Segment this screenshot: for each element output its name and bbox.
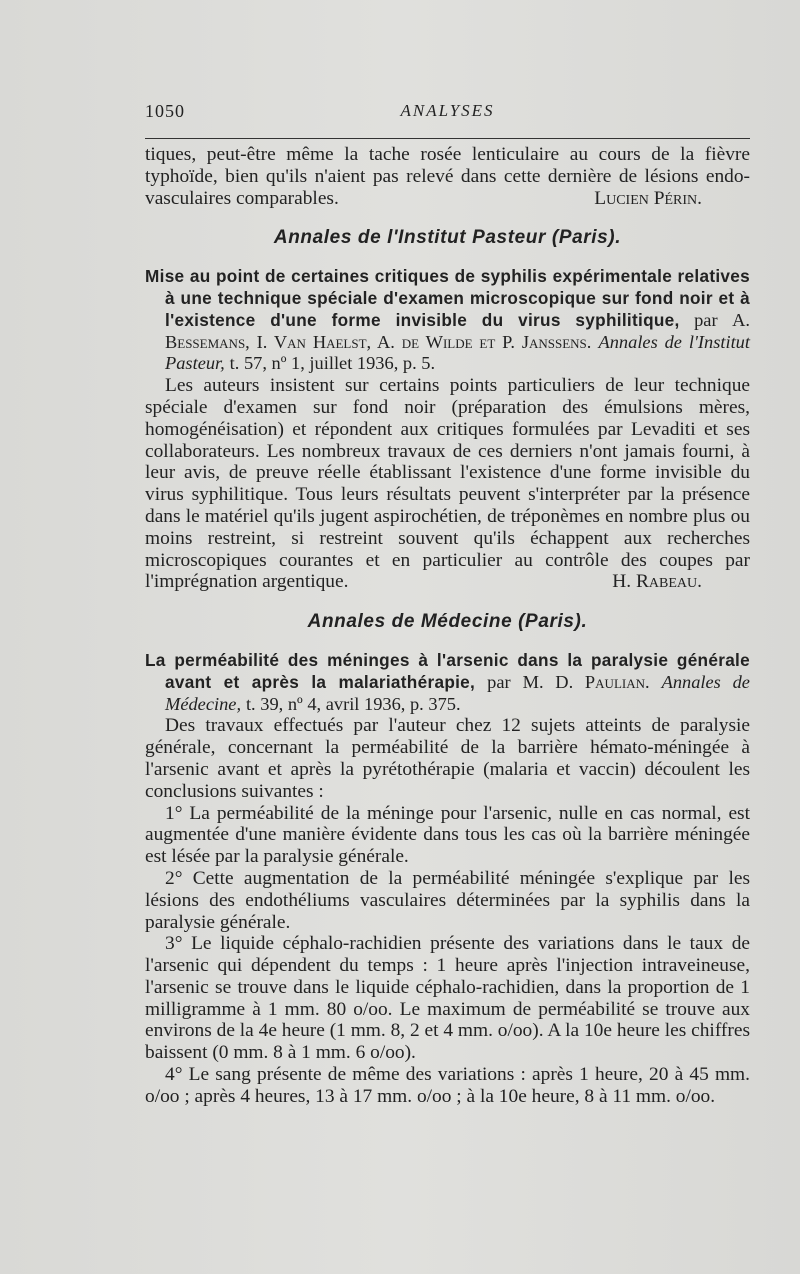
signature: Lucien Périn. [594, 187, 702, 209]
conclusion-item: 3° Le liquide céphalo-rachidien présente des variations dans le taux de l'arsenic qui dépendent du temps : 1 heure après l'injection intraveineuse, l'arsenic se trouve dans le liquide céphalo-rachidien, dans la proportion de 1 milligramme à 1 mm. 80 o/oo. Le maximum de perméabilité se trouve aux environs de la 4e heure (1 mm. 8, 2 et 4 mm. o/oo). A la 10e heure les chiffres baissent (0 mm. 8 à 1 mm. 6 o/oo). [145, 933, 750, 1064]
article-title: La perméabilité des méninges à l'arsenic dans la paralysie générale avant et après la malariathérapie, [145, 649, 750, 692]
journal-heading: Annales de l'Institut Pasteur (Paris). [273, 227, 622, 249]
abstract-paragraph [145, 375, 750, 593]
article-ref-details: t. 39, nº 4, avril 1936, p. 375. [245, 693, 461, 714]
article-citation [145, 266, 750, 375]
journal-heading: Annales de Médecine (Paris). [307, 611, 588, 633]
conclusion-item: 2° Cette augmentation de la perméabilité méningée s'explique par les lésions des endothéliums vasculaires déterminées par la syphilis dans la paralysie générale. [145, 867, 750, 933]
signature: H. Rabeau. [612, 571, 702, 593]
running-title: ANALYSES [400, 101, 495, 120]
article-citation [145, 650, 750, 715]
conclusion-item: 4° Le sang présente de même des variations : après 1 heure, 20 à 45 mm. o/oo ; après 4 heures, 13 à 17 mm. o/oo ; à la 10e heure, 8 à 11 mm. o/oo. [145, 1064, 750, 1107]
continuation-text: tiques, peut-être même la tache rosée lenticulaire au cours de la fièvre typhoïde, bien qu'ils n'aient pas relevé dans cette dernière de lésions endo-vasculaires comparables. [145, 144, 750, 209]
article-journal-ref: Annales de Médecine, [165, 671, 750, 714]
continuation-paragraph [145, 144, 750, 209]
page-content [145, 144, 750, 1108]
page-number: 1050 [145, 101, 185, 121]
article-authors: A. Bessemans, I. Van Haelst, A. de Wilde et P. Janssens. [165, 309, 750, 352]
abstract-text: Les auteurs insistent sur certains points particuliers de leur technique spéciale d'examen sur fond noir (préparation des émulsions mères, homogénéisation) et répondent aux critiques formulées par Levaditi et ses collaborateurs. Les nombreux travaux de ces derniers n'ont jamais fourni, à leur avis, de preuve réelle établissant l'existence d'une forme invisible du virus syphilitique. Tous leurs résultats peuvent s'interpréter par la présence dans le matériel qu'ils jugent aspirochétien, de tréponèmes en nombre plus ou moins restreint, si restreint souvent qu'ils échappent aux recherches microscopiques courantes et en particulier au contrôle des coupes par l'imprégnation argentique. [145, 375, 750, 593]
article-title: Mise au point de certaines critiques de syphilis expérimentale relatives à une technique spéciale d'examen microscopique sur fond noir et à l'existence d'une forme invisible du virus syphilitique, [145, 266, 750, 330]
article-by: par [487, 671, 511, 692]
conclusion-item: 1° La perméabilité de la méninge pour l'arsenic, nulle en cas normal, est augmentée d'une manière évidente dans tous les cas où la barrière méningée est lésée par la paralysie générale. [145, 802, 750, 868]
header-rule [145, 138, 750, 139]
article-journal-ref: Annales de l'Institut Pasteur, [165, 331, 750, 374]
article-by: par [694, 309, 718, 330]
article-ref-details: t. 57, nº 1, juillet 1936, p. 5. [229, 353, 436, 374]
abstract-paragraph: Des travaux effectués par l'auteur chez 12 sujets atteints de paralysie générale, concernant la perméabilité de la barrière hémato-méningée à l'arsenic avant et après la pyrétothérapie (malaria et vaccin) découlent les conclusions suivantes : [145, 715, 750, 802]
article-authors: M. D. Paulian. [522, 671, 650, 692]
page-header [145, 101, 750, 125]
